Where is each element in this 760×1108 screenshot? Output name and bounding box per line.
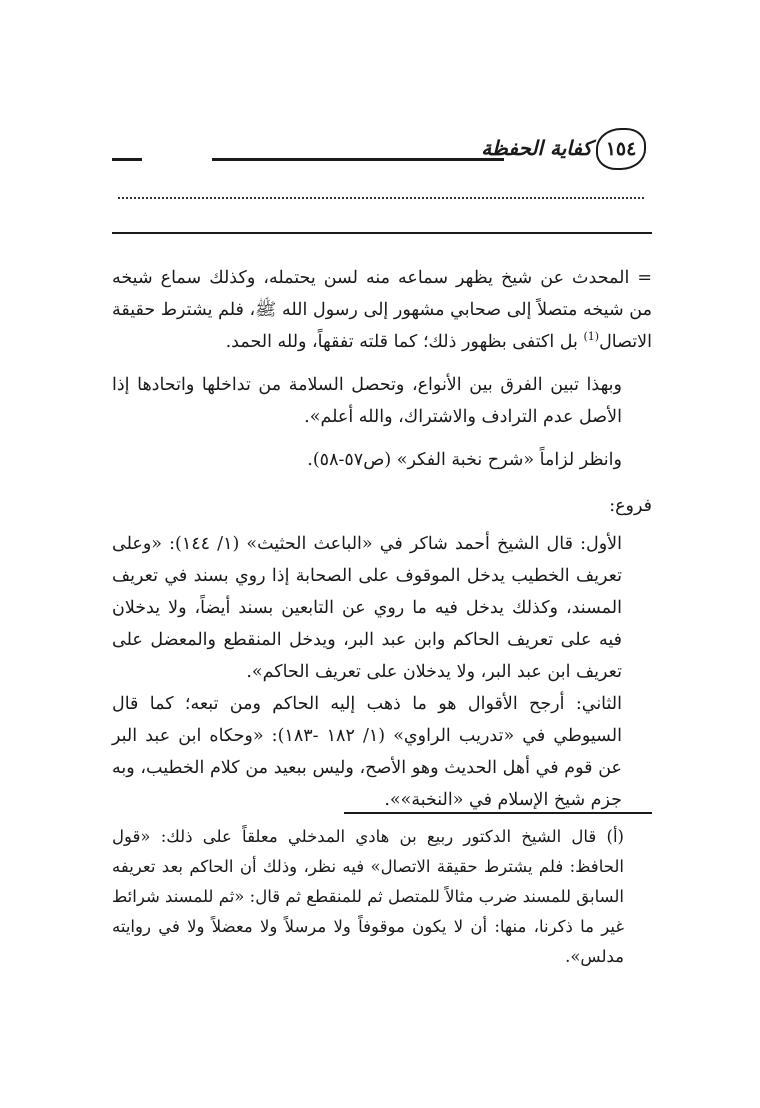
header-rule bbox=[212, 158, 504, 161]
main-text bbox=[112, 262, 652, 816]
paragraph-continuation bbox=[112, 262, 652, 358]
running-title: كفاية الحفظة bbox=[481, 136, 592, 160]
section-heading-furu: فروع: bbox=[609, 496, 652, 516]
footnote-text: (أ) قال الشيخ الدكتور ربيع بن هادي المدخلي معلقاً على ذلك: «قول الحافظ: فلم يشترط حقيقة الاتصال» فيه نظر، وذلك أن الحاكم بعد تعريفه السابق للمسند ضرب مثالاً للمتصل ثم للمنقطع ثم قال: «ثم للمسند شرائط غير ما ذكرنا، منها: أن لا يكون موقوفاً ولا مرسلاً ولا معضلاً ولا في روايته مدلس». bbox=[112, 827, 624, 966]
paragraph-second-branch: الثاني: أرجح الأقوال هو ما ذهب إليه الحاكم ومن تبعه؛ كما قال السيوطي في «تدريب الراوي» (١/ ١٨٢ -١٨٣): «وحكاه ابن عبد البر عن قوم في أهل الحديث وهو الأصح، وليس ببعيد من كلام الخطيب، وبه جزم شيخ الإسلام في «النخبة»». bbox=[112, 694, 622, 810]
paragraph-3: وانظر لزاماً «شرح نخبة الفكر» (ص٥٧-٥٨). bbox=[307, 450, 622, 470]
paragraph-first-branch: الأول: قال الشيخ أحمد شاكر في «الباعث الحثيث» (١/ ١٤٤): «وعلى تعريف الخطيب يدخل الموقوف على الصحابة إذا روي بسند في تعريف المسند، وكذلك يدخل فيه ما روي عن التابعين بسند أيضاً، ولا يدخلان فيه على تعريف الحاكم وابن عبد البر، ويدخل المنقطع والمعضل على تعريف ابن عبد البر، ولا يدخلان على تعريف الحاكم». bbox=[112, 534, 622, 682]
page-number: ١٥٤ bbox=[605, 138, 637, 160]
header-separator bbox=[112, 232, 652, 234]
page-header bbox=[112, 128, 652, 168]
footnote bbox=[112, 822, 652, 972]
header-rule-short bbox=[112, 158, 142, 161]
page-number-badge bbox=[596, 128, 646, 170]
paragraph-1-text: = المحدث عن شيخ يظهر سماعه منه لسن يحتمله، وكذلك سماع شيخه من شيخه متصلاً إلى صحابي مشهور إلى رسول الله ﷺ، فلم يشترط حقيقة الاتصال bbox=[112, 268, 652, 352]
paragraph-1-end: بل اكتفى بظهور ذلك؛ كما قلته تفقهاً، ولله الحمد. bbox=[225, 332, 584, 352]
footnote-ref: (1) bbox=[583, 330, 600, 344]
dotted-divider bbox=[118, 197, 644, 199]
paragraph-2: وبهذا تبين الفرق بين الأنواع، وتحصل السلامة من تداخلها واتحادها إذا الأصل عدم الترادف والاشتراك، والله أعلم». bbox=[112, 375, 622, 427]
footnote-rule bbox=[344, 812, 652, 814]
